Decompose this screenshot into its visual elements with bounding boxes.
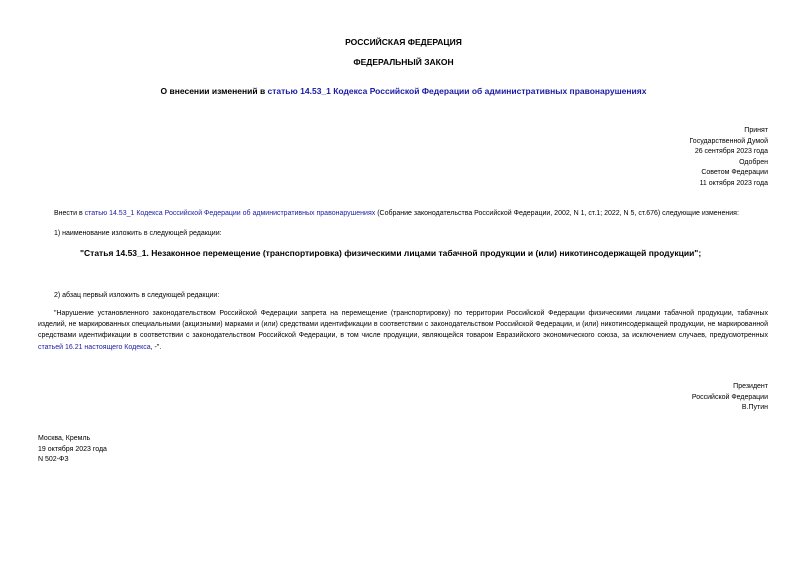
place-date-line: N 502-ФЗ — [38, 456, 69, 464]
item-2-paragraph: 2) абзац первый изложить в следующей редакции: — [54, 292, 220, 299]
country-heading: РОССИЙСКАЯ ФЕДЕРАЦИЯ — [345, 37, 462, 47]
intro-paragraph — [54, 208, 770, 220]
signature-line: Российской Федерации — [691, 393, 768, 401]
article-title-paragraph: "Статья 14.53_1. Незаконное перемещение (транспортировка) физическими лицами табачной продукции и (или) никотинсодержащей продукции"; — [80, 248, 702, 258]
adoption-block — [689, 126, 768, 190]
place-date-line: 19 октября 2023 года — [38, 445, 107, 453]
adoption-line: Государственной Думой — [689, 137, 768, 145]
quote-paragraph — [38, 308, 768, 353]
place-date-block — [38, 434, 107, 466]
quote-suffix: , -". — [150, 343, 162, 351]
intro-article-link[interactable]: статью 14.53_1 Кодекса Российской Федерации об административных правонарушениях — [84, 210, 376, 217]
law-title-prefix: О внесении изменений в — [160, 86, 268, 96]
signature-line: Президент — [733, 383, 768, 390]
law-title-link[interactable]: статью 14.53_1 Кодекса Российской Федерации об административных правонарушениях — [267, 86, 647, 96]
place-date-line: Москва, Кремль — [38, 435, 91, 442]
quote-text: "Нарушение установленного законодательством Российской Федерации запрета на перемещение (транспортировку) по территории Российской Федерации физическими лицами табачной продукции, табачных изделий, не маркированных специальными (акцизными) марками и (или) средствами идентификации в соответствии с законодательством Российской Федерации, и (или) никотинсодержащей продукции, не маркированной средствами идентификации в соответствии с законодательством Российской Федерации, в том числе продукции, являющейся товаром Евразийского экономического союза, за исключением случаев, предусмотренных — [38, 310, 768, 340]
intro-suffix: (Собрание законодательства Российской Федерации, 2002, N 1, ст.1; 2022, N 5, ст.676) следующие изменения: — [375, 210, 739, 217]
item-1-paragraph: 1) наименование изложить в следующей редакции: — [54, 230, 222, 237]
law-title — [0, 86, 807, 96]
adoption-line: Одобрен — [739, 158, 768, 166]
adoption-line: 26 сентября 2023 года — [694, 148, 768, 156]
signature-line: В.Путин — [741, 404, 768, 412]
signature-block — [692, 382, 768, 414]
quote-article-link[interactable]: статьей 16.21 настоящего Кодекса — [38, 343, 151, 351]
adoption-line: Принят — [744, 127, 768, 134]
adoption-line: Советом Федерации — [701, 169, 768, 177]
doc-type-heading: ФЕДЕРАЛЬНЫЙ ЗАКОН — [353, 57, 454, 67]
intro-prefix: Внести в — [54, 210, 85, 217]
adoption-line: 11 октября 2023 года — [699, 179, 768, 187]
